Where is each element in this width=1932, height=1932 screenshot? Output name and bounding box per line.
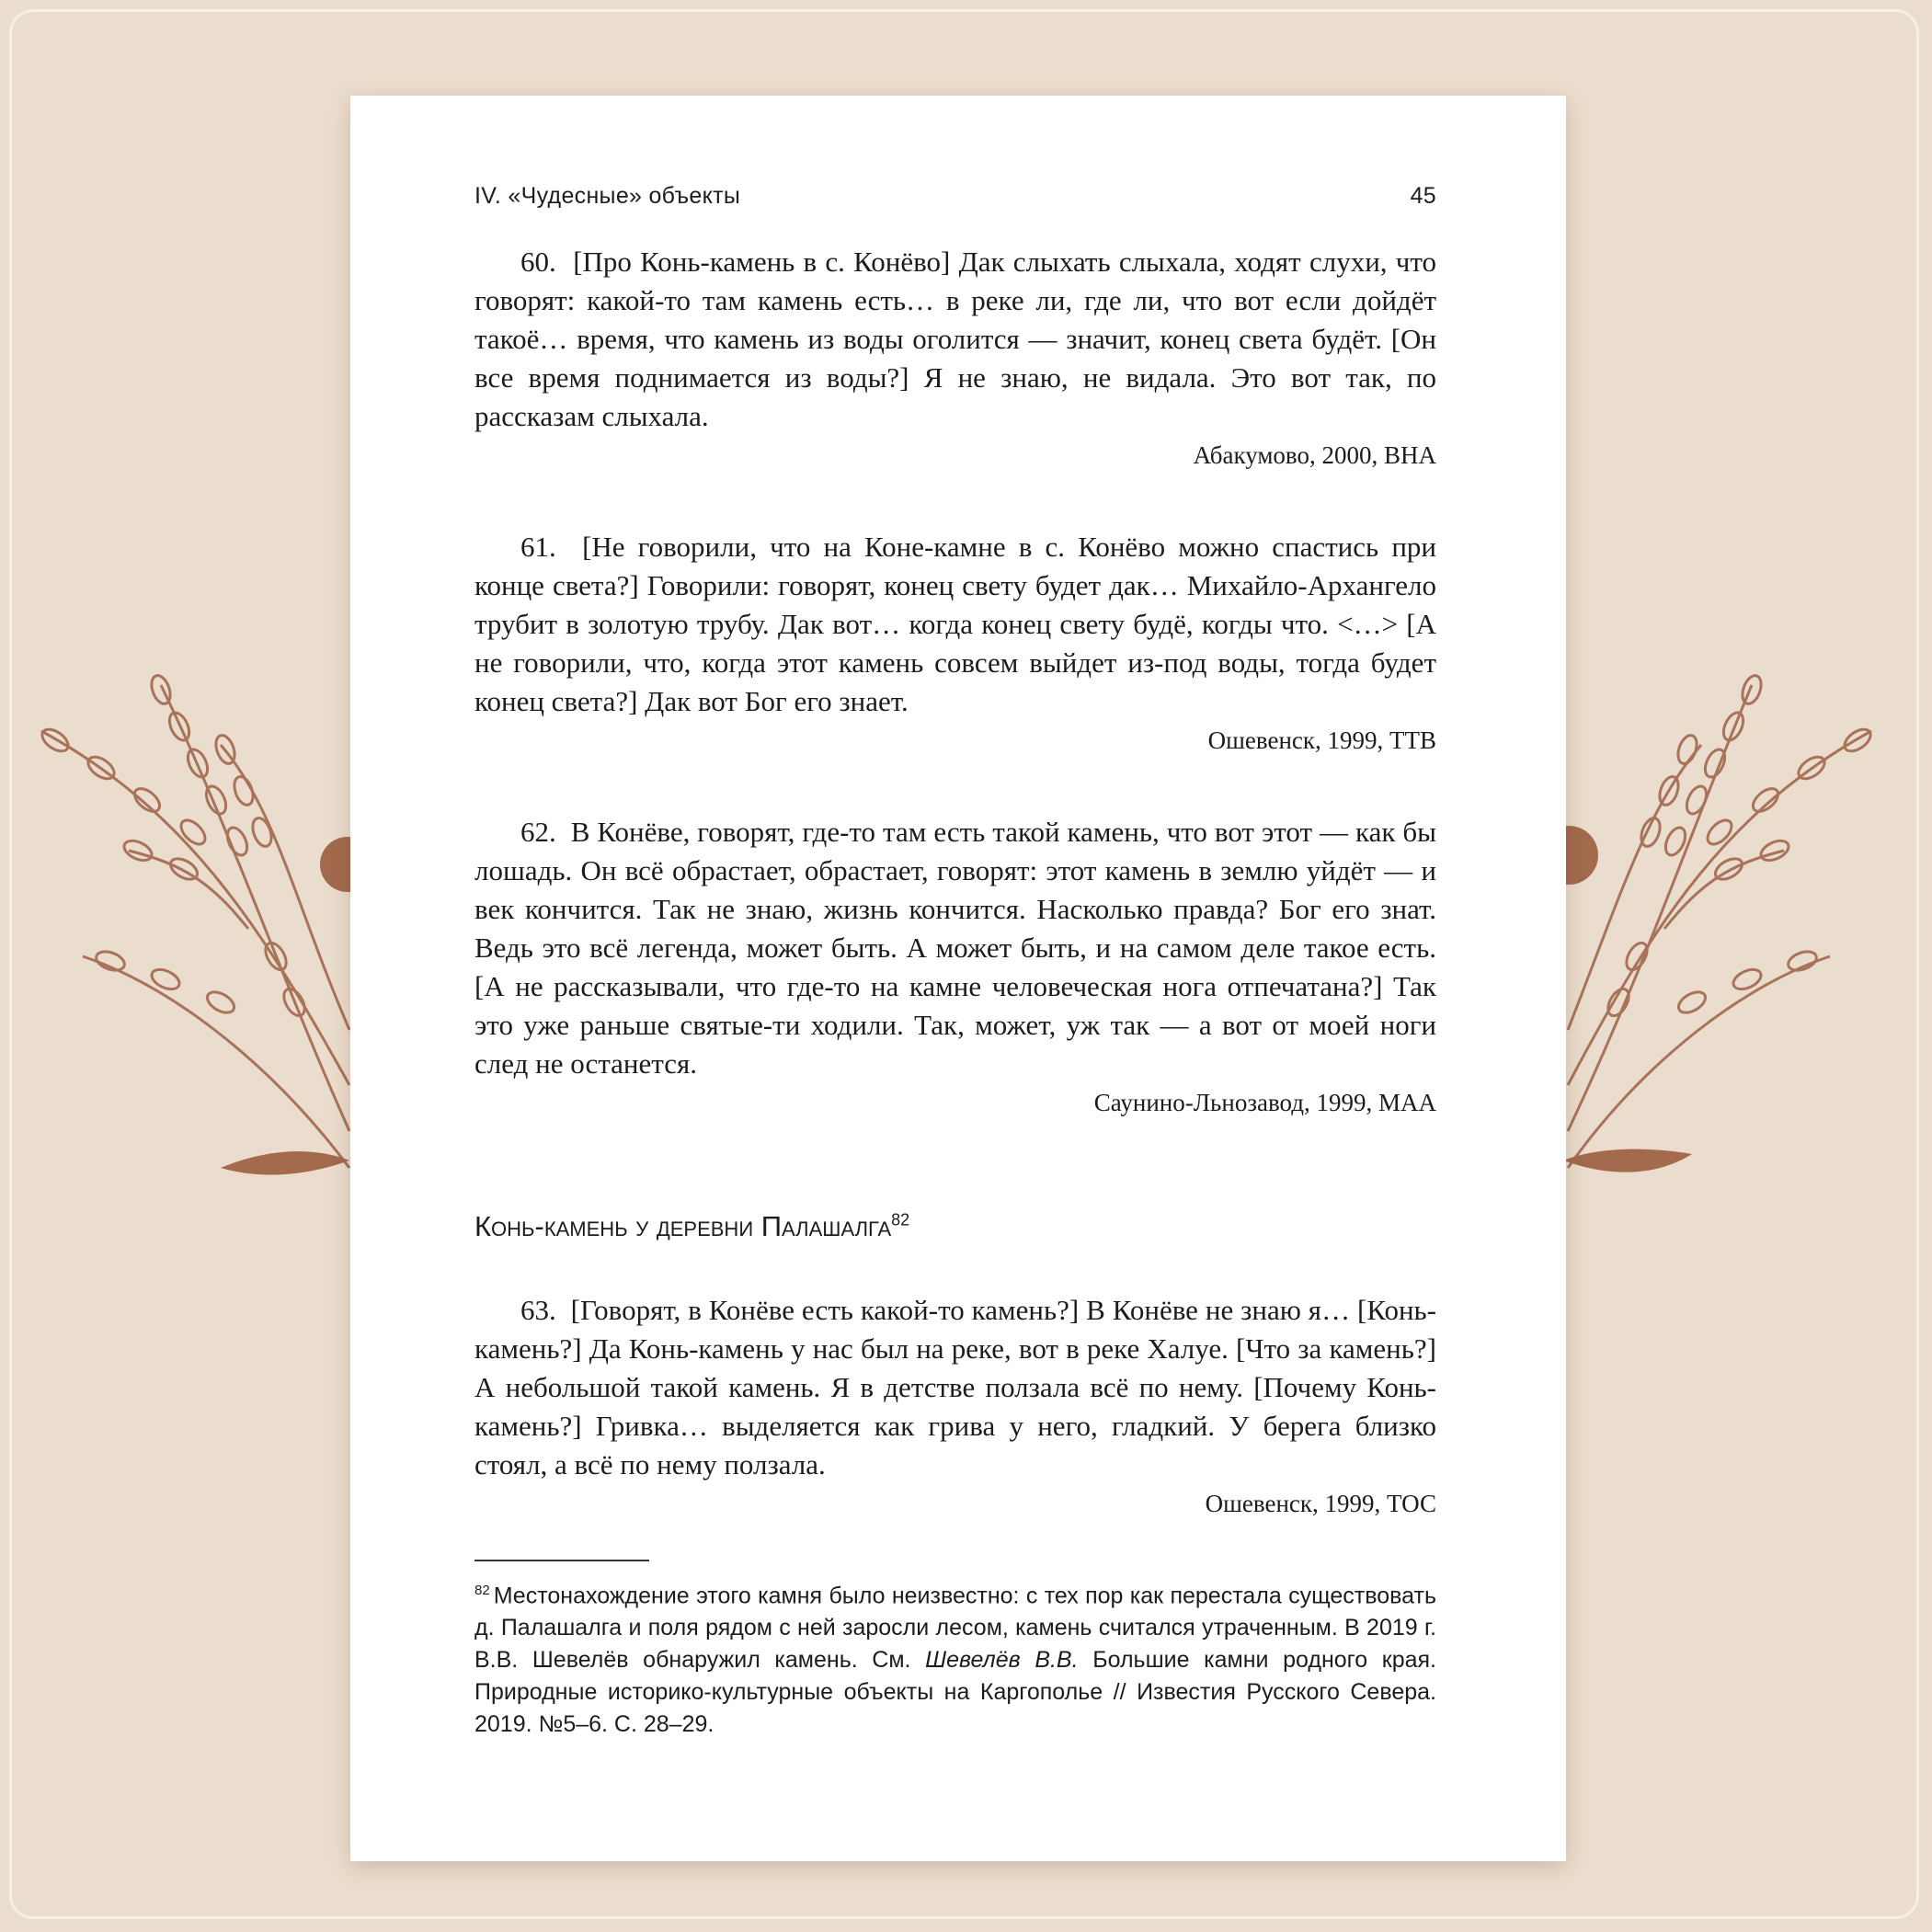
- right-catkins-icon: [1604, 673, 1874, 1019]
- entry-61: [474, 528, 1436, 760]
- entry-source: Саунино-Льнозавод, 1999, МАА: [1093, 1089, 1436, 1116]
- right-leaf-icon: [1563, 1149, 1692, 1172]
- footnote-reference: 82: [891, 1210, 910, 1229]
- entry-text: [474, 528, 1436, 721]
- entry-number: 61.: [520, 531, 556, 563]
- entry-number: 60.: [520, 246, 556, 278]
- book-page: [350, 96, 1566, 1861]
- section-title-text: Конь-камень у деревни Палашалга: [474, 1210, 892, 1242]
- entry-number: 63.: [520, 1294, 556, 1326]
- footnote-author: Шевелёв В.В.: [925, 1647, 1079, 1674]
- entry-source: Ошевенск, 1999, ТТВ: [1207, 726, 1436, 754]
- entry-60: [474, 243, 1436, 474]
- entry-number: 62.: [520, 816, 556, 848]
- entry-text: [474, 243, 1436, 436]
- entry-body: [Не говорили, что на Коне-камне в с. Конёво можно спастись при конце света?] Говорили: говорят, конец свету будет дак… Михайло-Архангело трубит в золотую трубу. Дак вот… когда конец свету будё, когды что. <…> [А не говорили, что, когда этот камень совсем выйдет из-под воды, тогда будет конец света?] Дак вот Бог его знает.: [474, 531, 1437, 717]
- footnote: [474, 1574, 1436, 1741]
- entry-63: [474, 1291, 1436, 1523]
- entry-body: В Конёве, говорят, где-то там есть такой камень, что вот этот — как бы лошадь. Он всё обрастает, обрастает, говорят: этот камень в землю уйдёт — и век кончится. Так не знаю, жизнь кончится. Насколько правда? Бог его знат. Ведь это всё легенда, может быть. А может быть, и на самом деле такое есть. [А не рассказывали, что где-то на камне человеческая нога отпечатана?] Так это уже раньше святые-ти ходили. Так, может, уж так — а вот от моей ноги след не останется.: [474, 816, 1437, 1080]
- page-content: [474, 183, 1436, 1741]
- running-head: [474, 183, 1436, 210]
- footnote-text-after: Большие камни родного края. Природные историко-культурные объекты на Каргополье // Известия Русского Севера. 2019. №5–6. С. 28–29.: [474, 1647, 1436, 1738]
- left-catkins-icon: [39, 673, 309, 1019]
- chapter-title: IV. «Чудесные» объекты: [474, 183, 741, 209]
- entry-text: [474, 1291, 1436, 1484]
- entry-body: [Говорят, в Конёве есть какой-то камень?] В Конёве не знаю я… [Конь-камень?] Да Конь-камень у нас был на реке, вот в реке Халуе. [Что за камень?] А небольшой такой камень. Я в детстве ползала всё по нему. [Почему Конь-камень?] Гривка… выделяется как грива у него, гладкий. У берега близко стоял, а всё по нему ползала.: [474, 1294, 1437, 1480]
- left-willow-branch-icon: [41, 685, 349, 1168]
- entry-text: [474, 813, 1436, 1083]
- footnote-divider: [474, 1560, 649, 1561]
- page-number: 45: [1410, 183, 1436, 209]
- entry-62: [474, 813, 1436, 1122]
- entry-source: Абакумово, 2000, ВНА: [1193, 441, 1436, 469]
- entry-body: [Про Конь-камень в с. Конёво] Дак слыхать слыхала, ходят слухи, что говорят: какой-то там камень есть… в реке ли, где ли, что вот если дойдёт такоё… время, что камень из воды оголится — значит, конец света будёт. [Он все время поднимается из воды?] Я не знаю, не видала. Это вот так, по рассказам слыхала.: [474, 246, 1436, 432]
- right-willow-branch-icon: [1568, 685, 1871, 1168]
- footnote-mark: 82: [474, 1583, 490, 1598]
- entry-source: Ошевенск, 1999, ТОС: [1205, 1490, 1436, 1517]
- section-heading: [474, 1210, 1436, 1243]
- footnote-text-before: Местонахождение этого камня было неизвестно: с тех пор как перестала существовать д. Палашалга и поля рядом с ней заросли лесом, камень считался утраченным. В 2019 г. В.В. Шевелёв обнаружил камень. См.: [474, 1583, 1436, 1674]
- left-leaf-icon: [221, 1151, 349, 1174]
